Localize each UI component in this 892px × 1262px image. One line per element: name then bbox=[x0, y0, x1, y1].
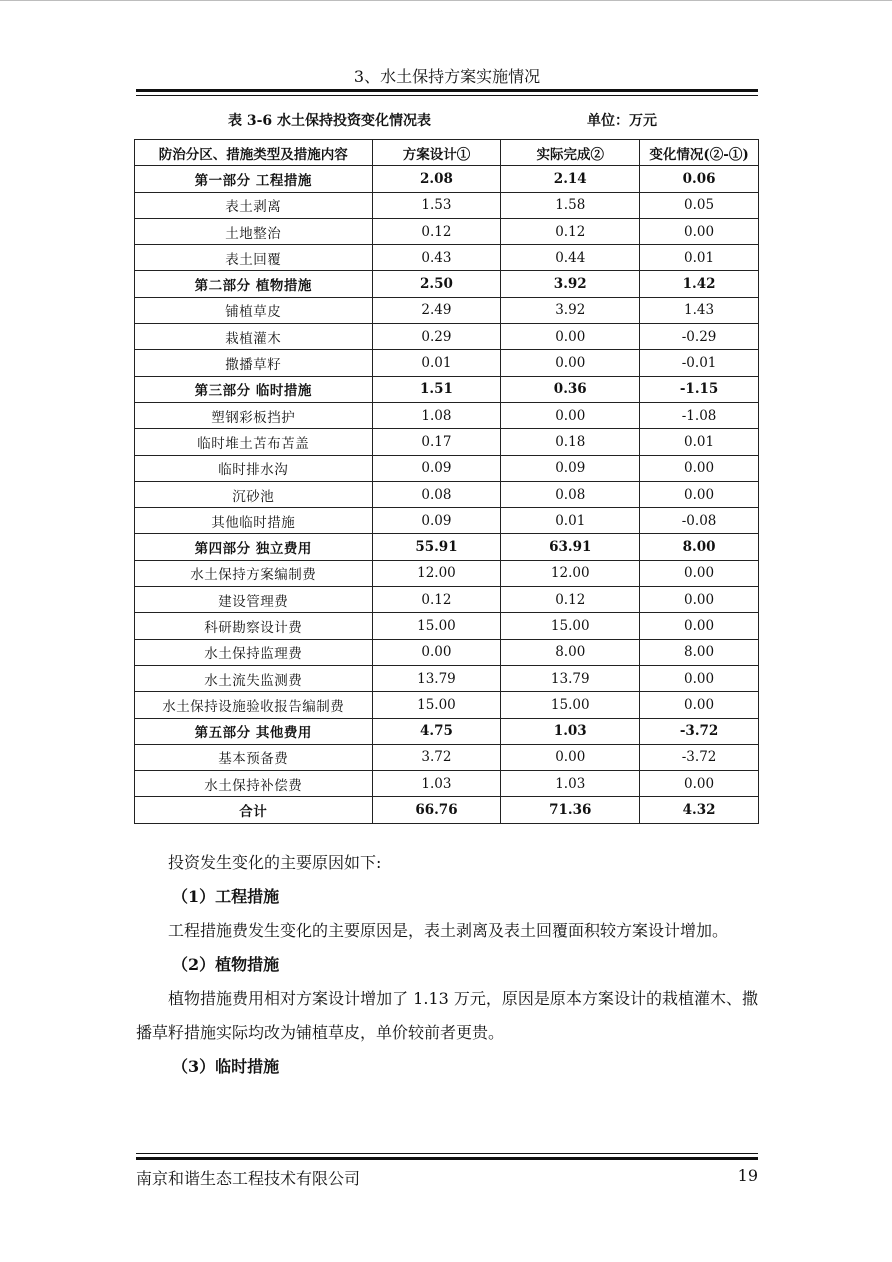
table-row bbox=[135, 587, 759, 613]
table-unit: 单位：万元 bbox=[587, 113, 657, 129]
row-label-cell: 水土保持监理费 bbox=[135, 639, 373, 665]
table-row bbox=[135, 192, 759, 218]
table-row bbox=[135, 534, 759, 560]
column-header: 方案设计① bbox=[372, 140, 501, 166]
section-heading-temporary: （3）临时措施 bbox=[172, 1057, 280, 1076]
change-value-cell: 0.00 bbox=[640, 692, 759, 718]
change-value-cell: 0.00 bbox=[640, 613, 759, 639]
plan-value-cell: 0.12 bbox=[372, 218, 501, 244]
actual-value-cell: 71.36 bbox=[501, 797, 640, 823]
section-text-plant: 植物措施费用相对方案设计增加了 1.13 万元，原因是原本方案设计的栽植灌木、撒播草籽措施实际均改为铺植草皮，单价较前者更贵。 bbox=[136, 989, 758, 1042]
table-row bbox=[135, 166, 759, 192]
row-label-cell: 第一部分 工程措施 bbox=[135, 166, 373, 192]
plan-value-cell: 66.76 bbox=[372, 797, 501, 823]
plan-value-cell: 15.00 bbox=[372, 692, 501, 718]
actual-value-cell: 3.92 bbox=[501, 297, 640, 323]
table-row bbox=[135, 718, 759, 744]
header-rule-thick bbox=[136, 89, 758, 92]
intro-paragraph: 投资发生变化的主要原因如下: bbox=[168, 853, 382, 872]
row-label-cell: 第三部分 临时措施 bbox=[135, 376, 373, 402]
change-value-cell: 0.05 bbox=[640, 192, 759, 218]
table-row bbox=[135, 297, 759, 323]
table-row bbox=[135, 271, 759, 297]
change-value-cell: 0.00 bbox=[640, 481, 759, 507]
table-row bbox=[135, 245, 759, 271]
actual-value-cell: 0.44 bbox=[501, 245, 640, 271]
row-label-cell: 合计 bbox=[135, 797, 373, 823]
investment-change-table bbox=[134, 139, 759, 824]
row-label-cell: 基本预备费 bbox=[135, 744, 373, 770]
plan-value-cell: 12.00 bbox=[372, 560, 501, 586]
row-label-cell: 第四部分 独立费用 bbox=[135, 534, 373, 560]
plan-value-cell: 2.50 bbox=[372, 271, 501, 297]
change-value-cell: -3.72 bbox=[640, 744, 759, 770]
row-label-cell: 撒播草籽 bbox=[135, 350, 373, 376]
table-caption: 表 3-6 水土保持投资变化情况表 bbox=[228, 113, 432, 129]
row-label-cell: 沉砂池 bbox=[135, 481, 373, 507]
plan-value-cell: 2.08 bbox=[372, 166, 501, 192]
change-value-cell: 1.42 bbox=[640, 271, 759, 297]
section-text-engineering: 工程措施费发生变化的主要原因是，表土剥离及表土回覆面积较方案设计增加。 bbox=[168, 921, 729, 940]
change-value-cell: -1.15 bbox=[640, 376, 759, 402]
change-value-cell: -0.01 bbox=[640, 350, 759, 376]
plan-value-cell: 0.01 bbox=[372, 350, 501, 376]
row-label-cell: 表土回覆 bbox=[135, 245, 373, 271]
actual-value-cell: 0.01 bbox=[501, 508, 640, 534]
row-label-cell: 临时堆土苫布苫盖 bbox=[135, 429, 373, 455]
row-label-cell: 塑钢彩板挡护 bbox=[135, 402, 373, 428]
row-label-cell: 第二部分 植物措施 bbox=[135, 271, 373, 297]
change-value-cell: 4.32 bbox=[640, 797, 759, 823]
actual-value-cell: 0.12 bbox=[501, 587, 640, 613]
actual-value-cell: 0.00 bbox=[501, 744, 640, 770]
column-header: 变化情况(②-①) bbox=[640, 140, 759, 166]
column-header: 实际完成② bbox=[501, 140, 640, 166]
actual-value-cell: 0.36 bbox=[501, 376, 640, 402]
section-heading-engineering: （1）工程措施 bbox=[172, 887, 280, 906]
plan-value-cell: 1.03 bbox=[372, 771, 501, 797]
actual-value-cell: 2.14 bbox=[501, 166, 640, 192]
actual-value-cell: 1.03 bbox=[501, 771, 640, 797]
actual-value-cell: 15.00 bbox=[501, 692, 640, 718]
change-value-cell: 0.00 bbox=[640, 665, 759, 691]
actual-value-cell: 12.00 bbox=[501, 560, 640, 586]
plan-value-cell: 0.29 bbox=[372, 324, 501, 350]
row-label-cell: 建设管理费 bbox=[135, 587, 373, 613]
table-row bbox=[135, 692, 759, 718]
plan-value-cell: 0.09 bbox=[372, 455, 501, 481]
plan-value-cell: 0.12 bbox=[372, 587, 501, 613]
plan-value-cell: 15.00 bbox=[372, 613, 501, 639]
row-label-cell: 水土保持补偿费 bbox=[135, 771, 373, 797]
page-top-border bbox=[0, 0, 892, 1]
actual-value-cell: 13.79 bbox=[501, 665, 640, 691]
table-row bbox=[135, 744, 759, 770]
change-value-cell: 0.01 bbox=[640, 429, 759, 455]
row-label-cell: 其他临时措施 bbox=[135, 508, 373, 534]
footer-rule-thin bbox=[136, 1153, 758, 1154]
table-row bbox=[135, 613, 759, 639]
change-value-cell: -0.08 bbox=[640, 508, 759, 534]
plan-value-cell: 1.51 bbox=[372, 376, 501, 402]
table-row bbox=[135, 350, 759, 376]
table-row bbox=[135, 797, 759, 823]
table-row bbox=[135, 376, 759, 402]
row-label-cell: 水土保持设施验收报告编制费 bbox=[135, 692, 373, 718]
running-header: 3、水土保持方案实施情况 bbox=[353, 67, 541, 86]
row-label-cell: 水土保持方案编制费 bbox=[135, 560, 373, 586]
actual-value-cell: 1.03 bbox=[501, 718, 640, 744]
actual-value-cell: 0.00 bbox=[501, 350, 640, 376]
column-header: 防治分区、措施类型及措施内容 bbox=[135, 140, 373, 166]
row-label-cell: 土地整治 bbox=[135, 218, 373, 244]
body-text bbox=[136, 846, 758, 1084]
change-value-cell: 0.00 bbox=[640, 560, 759, 586]
table-row bbox=[135, 218, 759, 244]
plan-value-cell: 1.53 bbox=[372, 192, 501, 218]
actual-value-cell: 15.00 bbox=[501, 613, 640, 639]
table-row bbox=[135, 455, 759, 481]
plan-value-cell: 0.08 bbox=[372, 481, 501, 507]
change-value-cell: 0.00 bbox=[640, 455, 759, 481]
change-value-cell: 8.00 bbox=[640, 639, 759, 665]
row-label-cell: 第五部分 其他费用 bbox=[135, 718, 373, 744]
change-value-cell: 1.43 bbox=[640, 297, 759, 323]
change-value-cell: -0.29 bbox=[640, 324, 759, 350]
actual-value-cell: 0.00 bbox=[501, 324, 640, 350]
plan-value-cell: 1.08 bbox=[372, 402, 501, 428]
table-row bbox=[135, 481, 759, 507]
change-value-cell: 0.01 bbox=[640, 245, 759, 271]
actual-value-cell: 0.08 bbox=[501, 481, 640, 507]
plan-value-cell: 3.72 bbox=[372, 744, 501, 770]
actual-value-cell: 0.18 bbox=[501, 429, 640, 455]
plan-value-cell: 2.49 bbox=[372, 297, 501, 323]
plan-value-cell: 0.00 bbox=[372, 639, 501, 665]
row-label-cell: 栽植灌木 bbox=[135, 324, 373, 350]
row-label-cell: 临时排水沟 bbox=[135, 455, 373, 481]
plan-value-cell: 0.17 bbox=[372, 429, 501, 455]
actual-value-cell: 1.58 bbox=[501, 192, 640, 218]
table-row bbox=[135, 560, 759, 586]
row-label-cell: 表土剥离 bbox=[135, 192, 373, 218]
row-label-cell: 铺植草皮 bbox=[135, 297, 373, 323]
row-label-cell: 科研勘察设计费 bbox=[135, 613, 373, 639]
actual-value-cell: 3.92 bbox=[501, 271, 640, 297]
table-row bbox=[135, 639, 759, 665]
table-row bbox=[135, 324, 759, 350]
page-number: 19 bbox=[737, 1166, 758, 1185]
actual-value-cell: 63.91 bbox=[501, 534, 640, 560]
change-value-cell: -3.72 bbox=[640, 718, 759, 744]
plan-value-cell: 0.09 bbox=[372, 508, 501, 534]
row-label-cell: 水土流失监测费 bbox=[135, 665, 373, 691]
table-row bbox=[135, 508, 759, 534]
actual-value-cell: 0.12 bbox=[501, 218, 640, 244]
change-value-cell: 0.00 bbox=[640, 771, 759, 797]
plan-value-cell: 55.91 bbox=[372, 534, 501, 560]
table-row bbox=[135, 771, 759, 797]
change-value-cell: 0.00 bbox=[640, 587, 759, 613]
plan-value-cell: 0.43 bbox=[372, 245, 501, 271]
change-value-cell: 0.06 bbox=[640, 166, 759, 192]
change-value-cell: -1.08 bbox=[640, 402, 759, 428]
actual-value-cell: 0.09 bbox=[501, 455, 640, 481]
table-header-row bbox=[135, 140, 759, 166]
section-heading-plant: （2）植物措施 bbox=[172, 955, 280, 974]
footer-company: 南京和谐生态工程技术有限公司 bbox=[136, 1169, 361, 1188]
change-value-cell: 0.00 bbox=[640, 218, 759, 244]
table-row bbox=[135, 402, 759, 428]
plan-value-cell: 13.79 bbox=[372, 665, 501, 691]
header-rule-thin bbox=[136, 95, 758, 96]
actual-value-cell: 8.00 bbox=[501, 639, 640, 665]
table-row bbox=[135, 429, 759, 455]
footer-rule-thick bbox=[136, 1157, 758, 1160]
plan-value-cell: 4.75 bbox=[372, 718, 501, 744]
table-row bbox=[135, 665, 759, 691]
actual-value-cell: 0.00 bbox=[501, 402, 640, 428]
change-value-cell: 8.00 bbox=[640, 534, 759, 560]
